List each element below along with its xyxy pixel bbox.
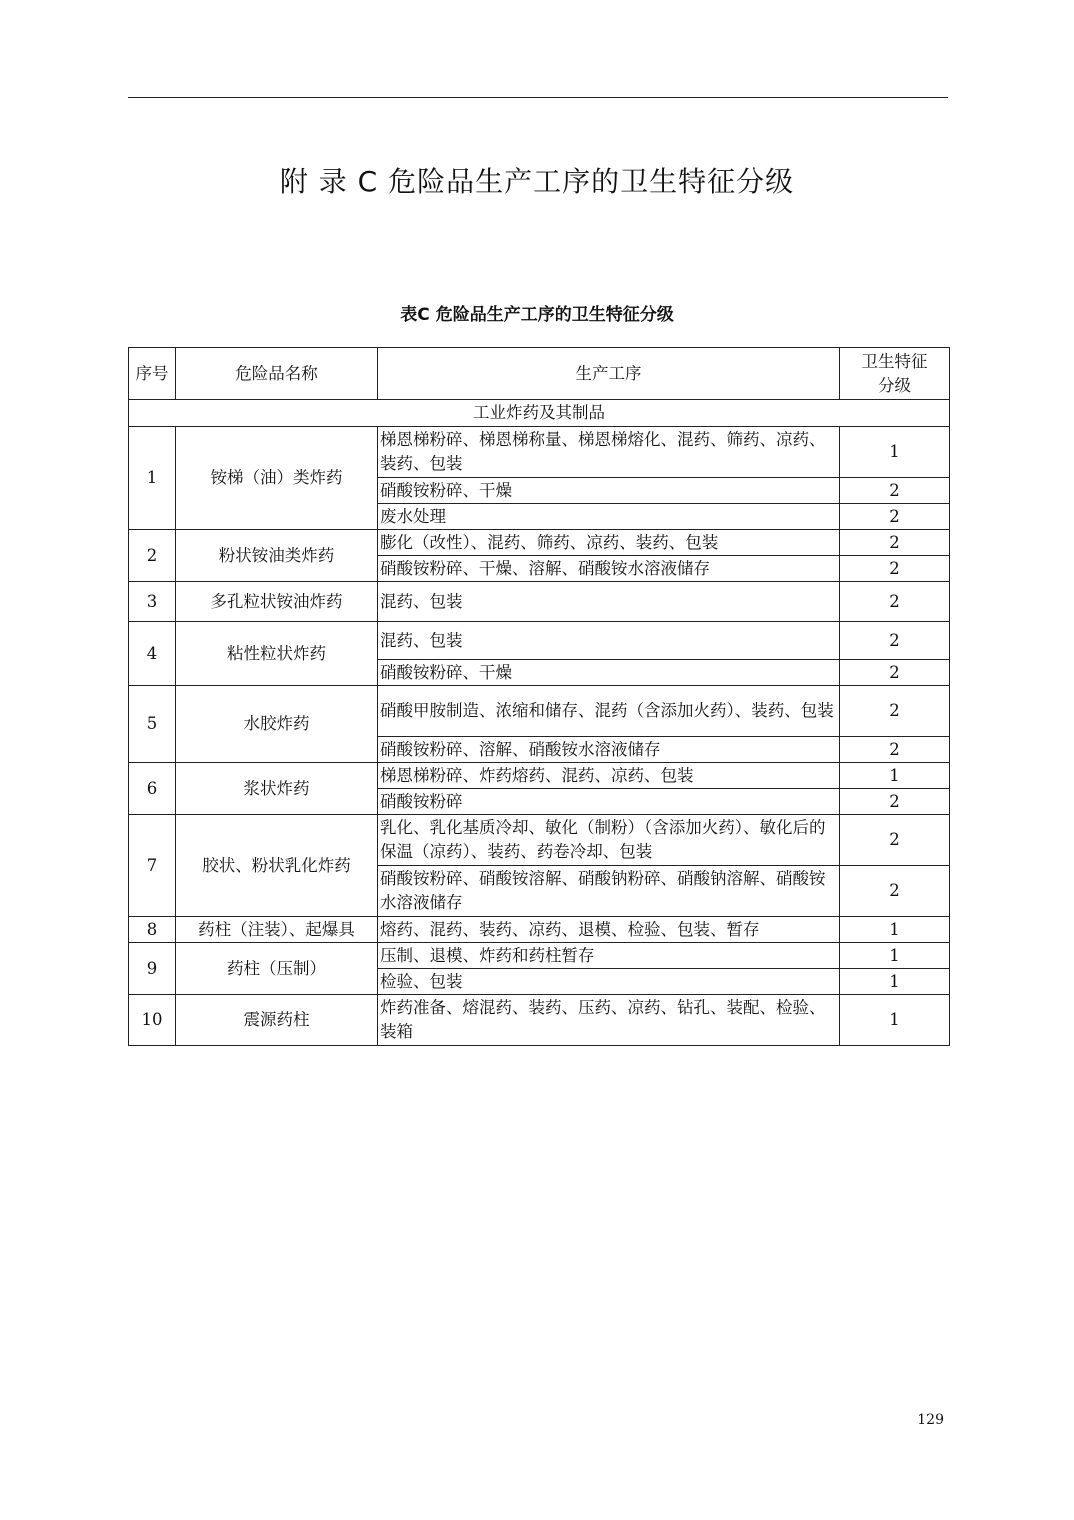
header-grade-line1: 卫生特征: [861, 351, 928, 371]
row-grade: 2: [840, 789, 950, 815]
row-process: 混药、包装: [378, 582, 840, 622]
row-seq: 9: [129, 943, 176, 995]
row-grade: 1: [840, 763, 950, 789]
row-grade: 1: [840, 427, 950, 478]
row-process: 梯恩梯粉碎、梯恩梯称量、梯恩梯熔化、混药、筛药、凉药、装药、包装: [378, 427, 840, 478]
row-product-name: 药柱（压制）: [176, 943, 378, 995]
row-process: 硝酸铵粉碎: [378, 789, 840, 815]
row-product-name: 药柱（注装）、起爆具: [176, 917, 378, 943]
table-row: [129, 622, 950, 660]
row-seq: 2: [129, 530, 176, 582]
row-grade: 2: [840, 530, 950, 556]
row-grade: 1: [840, 995, 950, 1046]
row-process: 熔药、混药、装药、凉药、退模、检验、包装、暂存: [378, 917, 840, 943]
row-process: 炸药准备、熔混药、装药、压药、凉药、钻孔、装配、检验、装箱: [378, 995, 840, 1046]
row-grade: 2: [840, 478, 950, 504]
section-title: 工业炸药及其制品: [129, 400, 950, 427]
header-grade: [840, 348, 950, 400]
table-row: [129, 582, 950, 622]
row-process: 混药、包装: [378, 622, 840, 660]
header-seq: 序号: [129, 348, 176, 400]
row-grade: 2: [840, 737, 950, 763]
row-product-name: 水胶炸药: [176, 686, 378, 763]
row-grade: 2: [840, 504, 950, 530]
row-grade: 1: [840, 969, 950, 995]
row-product-name: 胶状、粉状乳化炸药: [176, 815, 378, 917]
row-process: 硝酸铵粉碎、硝酸铵溶解、硝酸钠粉碎、硝酸钠溶解、硝酸铵水溶液储存: [378, 866, 840, 917]
header-process: 生产工序: [378, 348, 840, 400]
row-process: 压制、退模、炸药和药柱暂存: [378, 943, 840, 969]
table-caption: 表C 危险品生产工序的卫生特征分级: [400, 305, 674, 325]
row-seq: 3: [129, 582, 176, 622]
row-process: 梯恩梯粉碎、炸药熔药、混药、凉药、包装: [378, 763, 840, 789]
row-seq: 6: [129, 763, 176, 815]
row-grade: 2: [840, 686, 950, 737]
row-process: 废水处理: [378, 504, 840, 530]
top-rule: [128, 97, 948, 98]
table-row: [129, 995, 950, 1046]
page-number: 129: [917, 1412, 944, 1428]
row-grade: 1: [840, 943, 950, 969]
table-row: [129, 427, 950, 478]
row-grade: 2: [840, 556, 950, 582]
table-row: [129, 686, 950, 737]
row-product-name: 多孔粒状铵油炸药: [176, 582, 378, 622]
row-process: 硝酸甲胺制造、浓缩和储存、混药（含添加火药）、装药、包装: [378, 686, 840, 737]
row-process: 乳化、乳化基质冷却、敏化（制粉）（含添加火药）、敏化后的保温（凉药）、装药、药卷冷却、包装: [378, 815, 840, 866]
table-row: [129, 815, 950, 866]
row-grade: 2: [840, 622, 950, 660]
row-grade: 2: [840, 660, 950, 686]
appendix-title: 附 录 C 危险品生产工序的卫生特征分级: [279, 165, 795, 198]
table-row: [129, 530, 950, 556]
row-process: 硝酸铵粉碎、干燥、溶解、硝酸铵水溶液储存: [378, 556, 840, 582]
header-row: [129, 348, 950, 400]
header-name: 危险品名称: [176, 348, 378, 400]
row-process: 硝酸铵粉碎、干燥: [378, 478, 840, 504]
row-product-name: 震源药柱: [176, 995, 378, 1046]
table-row: [129, 763, 950, 789]
table-row: [129, 943, 950, 969]
row-seq: 7: [129, 815, 176, 917]
row-grade: 2: [840, 815, 950, 866]
section-row: [129, 400, 950, 427]
row-process: 硝酸铵粉碎、干燥: [378, 660, 840, 686]
header-grade-line2: 分级: [878, 375, 911, 395]
row-product-name: 铵梯（油）类炸药: [176, 427, 378, 530]
row-process: 膨化（改性）、混药、筛药、凉药、装药、包装: [378, 530, 840, 556]
table-row: [129, 917, 950, 943]
row-grade: 1: [840, 917, 950, 943]
row-product-name: 粘性粒状炸药: [176, 622, 378, 686]
row-product-name: 粉状铵油类炸药: [176, 530, 378, 582]
row-seq: 8: [129, 917, 176, 943]
row-grade: 2: [840, 582, 950, 622]
hazard-grading-table: [128, 347, 950, 1046]
row-seq: 1: [129, 427, 176, 530]
row-seq: 10: [129, 995, 176, 1046]
row-seq: 4: [129, 622, 176, 686]
row-seq: 5: [129, 686, 176, 763]
row-process: 硝酸铵粉碎、溶解、硝酸铵水溶液储存: [378, 737, 840, 763]
row-grade: 2: [840, 866, 950, 917]
row-process: 检验、包装: [378, 969, 840, 995]
row-product-name: 浆状炸药: [176, 763, 378, 815]
table-body: [129, 348, 950, 1046]
